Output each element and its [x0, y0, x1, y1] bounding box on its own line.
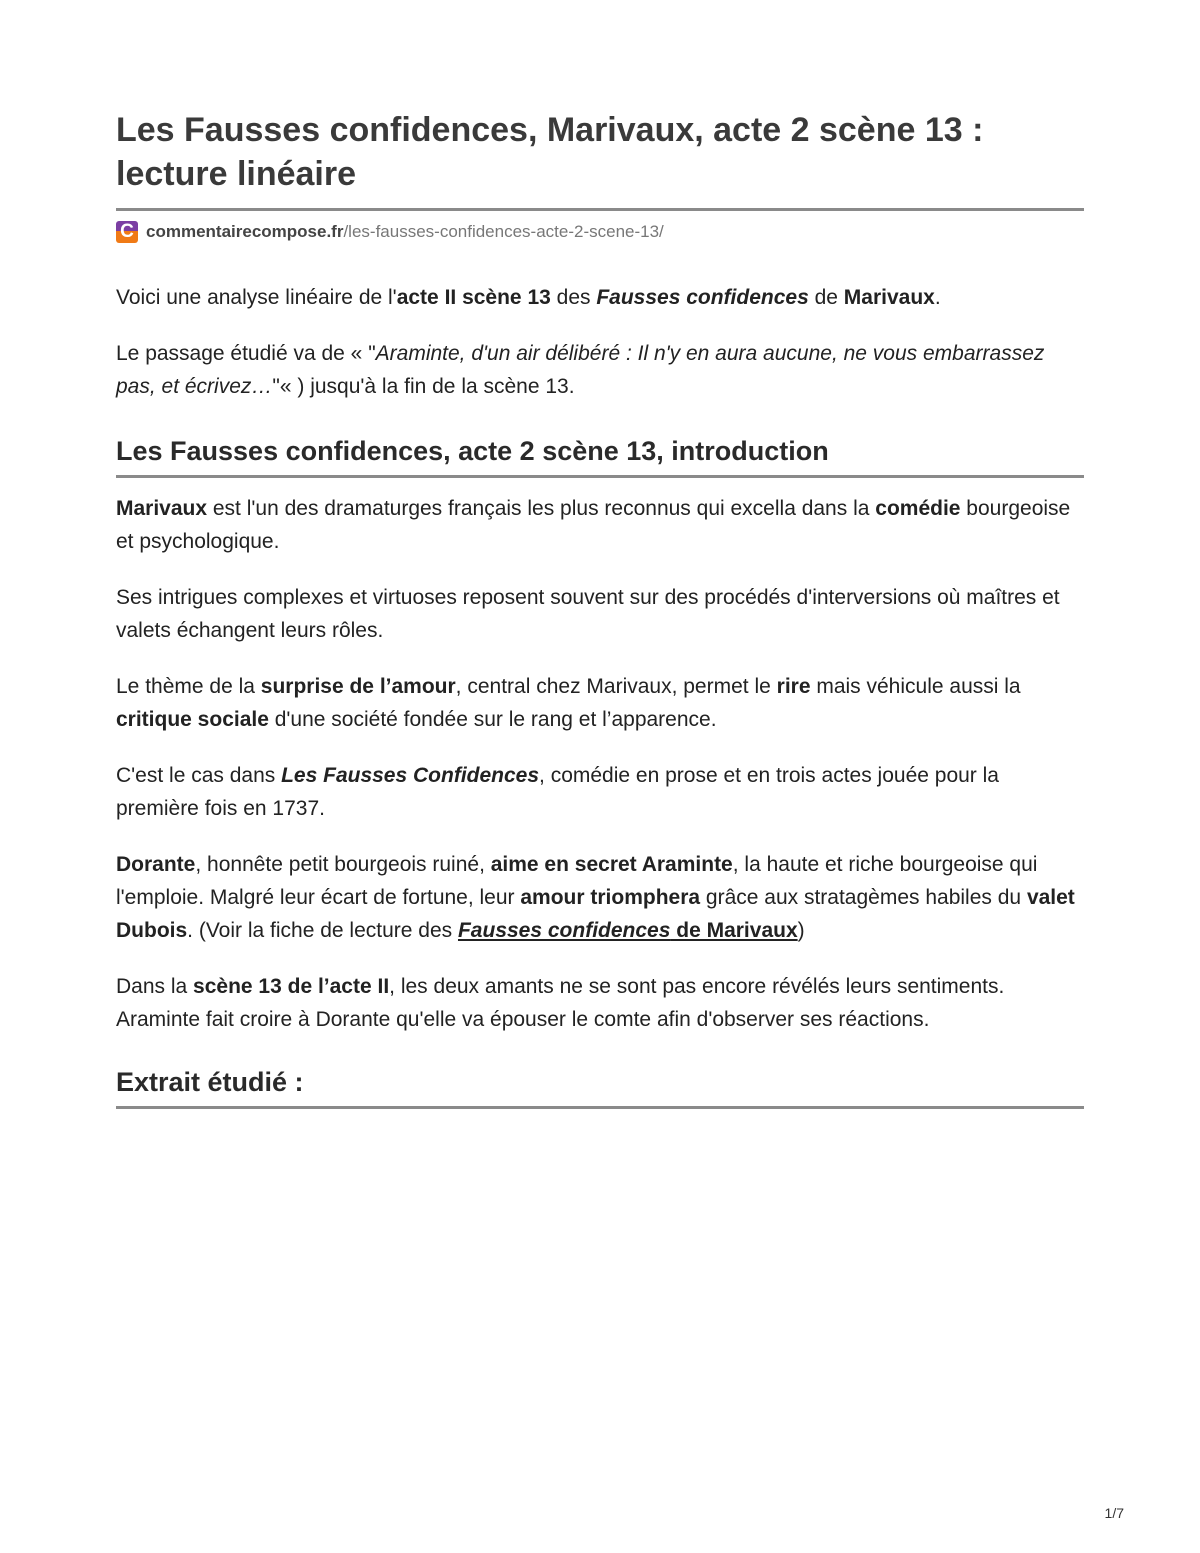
- source-link[interactable]: [146, 222, 664, 242]
- section-heading-introduction: Les Fausses confidences, acte 2 scène 13, introduction: [116, 433, 1084, 478]
- section1-paragraph-4: C'est le cas dans Les Fausses Confidences, comédie en prose et en trois actes jouée pour la première fois en 1737.: [116, 764, 999, 820]
- section1-paragraph-5: Dorante, honnête petit bourgeois ruiné, aime en secret Araminte, la haute et riche bourgeoise qui l'emploie. Malgré leur écart de fortune, leur amour triomphera grâce aux stratagèmes habiles du valet Dubois. (Voir la fiche de lecture des Fausses confidences de Marivaux): [116, 853, 1075, 942]
- page-title: Les Fausses confidences, Marivaux, acte 2 scène 13 : lecture linéaire: [116, 108, 1084, 211]
- intro-paragraph-1: Voici une analyse linéaire de l'acte II scène 13 des Fausses confidences de Marivaux.: [116, 286, 941, 309]
- intro-paragraph-2: Le passage étudié va de « "Araminte, d'un air délibéré : Il n'y en aura aucune, ne vous embarrassez pas, et écrivez…"« ) jusqu'à la fin de la scène 13.: [116, 342, 1045, 398]
- section1-paragraph-3: Le thème de la surprise de l’amour, central chez Marivaux, permet le rire mais véhicule aussi la critique sociale d'une société fondée sur le rang et l’apparence.: [116, 675, 1021, 731]
- section1-paragraph-2: Ses intrigues complexes et virtuoses reposent souvent sur des procédés d'interversions où maîtres et valets échangent leurs rôles.: [116, 586, 1060, 642]
- section1-paragraph-6: Dans la scène 13 de l’acte II, les deux amants ne se sont pas encore révélés leurs sentiments. Araminte fait croire à Dorante qu'elle va épouser le comte afin d'observer ses réactions.: [116, 975, 1005, 1031]
- section-heading-extract: Extrait étudié :: [116, 1064, 1084, 1109]
- page-number: 1/7: [1104, 1505, 1124, 1521]
- source-path: /les-fausses-confidences-acte-2-scene-13/: [343, 222, 664, 241]
- site-logo-icon: C: [116, 221, 138, 243]
- fiche-lecture-link[interactable]: Fausses confidences de Marivaux: [457, 919, 798, 942]
- section1-paragraph-1: Marivaux est l'un des dramaturges français les plus reconnus qui excella dans la comédie bourgeoise et psychologique.: [116, 497, 1071, 553]
- document-page: [116, 108, 1084, 1123]
- source-domain: commentairecompose.fr: [146, 222, 344, 241]
- source-line: [116, 221, 1084, 243]
